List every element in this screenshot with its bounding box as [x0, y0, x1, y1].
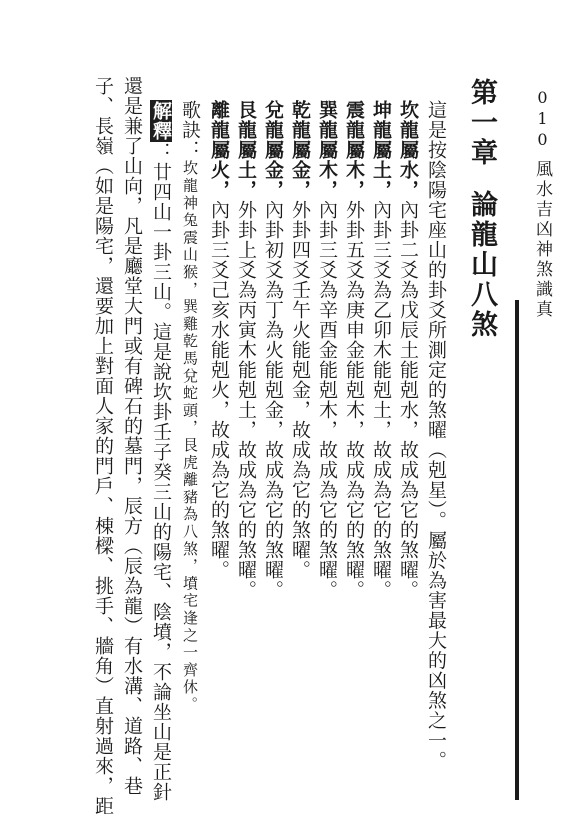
item-term: 艮龍屬土， — [235, 100, 257, 200]
item-text: 內卦二爻為戊辰土能剋水，故成為它的煞曜。 — [397, 200, 419, 600]
list-item — [344, 100, 363, 600]
item-text: 內卦三爻為辛酉金能剋木，故成為它的煞曜。 — [316, 200, 338, 600]
list-item — [236, 100, 255, 600]
explanation-text: ：廿四山一卦三山。這是說坎卦壬子癸三山的陽宅、陰墳，不論坐山是正針 — [150, 142, 172, 802]
item-text: 內卦三爻為乙卯木能剋土，故成為它的煞曜。 — [370, 200, 392, 600]
list-item — [290, 100, 309, 580]
song-text: 坎龍神兔震山猴，巽雞乾馬兌蛇頭，艮虎離豬為八煞，墳宅逢之一齊休。 — [181, 160, 199, 714]
header-rule — [515, 300, 519, 800]
item-text: 內卦初爻為丁為火能剋金，故成為它的煞曜。 — [262, 200, 284, 600]
item-term: 坎龍屬水， — [397, 100, 419, 200]
list-item — [371, 100, 390, 600]
page-number: 010 — [533, 88, 552, 151]
explanation-line: 還是兼了山向，凡是廳堂大門或有碑石的墓門，辰方（辰為龍）有水溝、道路、巷 — [121, 76, 143, 796]
song-label: 歌訣： — [179, 100, 201, 160]
list-item — [263, 100, 282, 600]
item-term: 震龍屬木， — [343, 100, 365, 200]
item-text: 外卦上爻為丙寅木能剋土，故成為它的煞曜。 — [235, 200, 257, 600]
book-title: 風水吉凶神煞識真 — [532, 160, 552, 320]
explanation-line — [151, 100, 170, 802]
list-item — [398, 100, 417, 600]
list-item — [317, 100, 336, 600]
item-term: 坤龍屬土， — [370, 100, 392, 200]
list-item — [209, 100, 228, 580]
item-term: 乾龍屬金， — [289, 100, 311, 200]
chapter-heading — [462, 78, 501, 340]
song-line — [180, 100, 199, 714]
item-text: 外卦五爻為庚申金能剋木，故成為它的煞曜。 — [343, 200, 365, 600]
item-term: 兌龍屬金， — [262, 100, 284, 200]
item-term: 離龍屬火， — [208, 100, 230, 200]
chapter-number: 第一章 — [466, 78, 497, 168]
intro-paragraph: 這是按陰陽宅座山的卦爻所測定的煞曜（剋星）。屬於為害最大的凶煞之一。 — [425, 100, 447, 771]
chapter-title: 論龍山八煞 — [466, 190, 497, 340]
item-text: 內卦三爻己亥水能剋火，故成為它的煞曜。 — [208, 200, 230, 580]
explanation-line: 子、長嶺（如是陽宅，還要加上對面人家的門戶、棟樑、挑手、牆角）直射過來，距 — [92, 76, 114, 816]
item-term: 巽龍屬木， — [316, 100, 338, 200]
explanation-label: 解釋 — [150, 101, 172, 141]
item-text: 外卦四爻壬午火能剋金，故成為它的煞曜。 — [289, 200, 311, 580]
